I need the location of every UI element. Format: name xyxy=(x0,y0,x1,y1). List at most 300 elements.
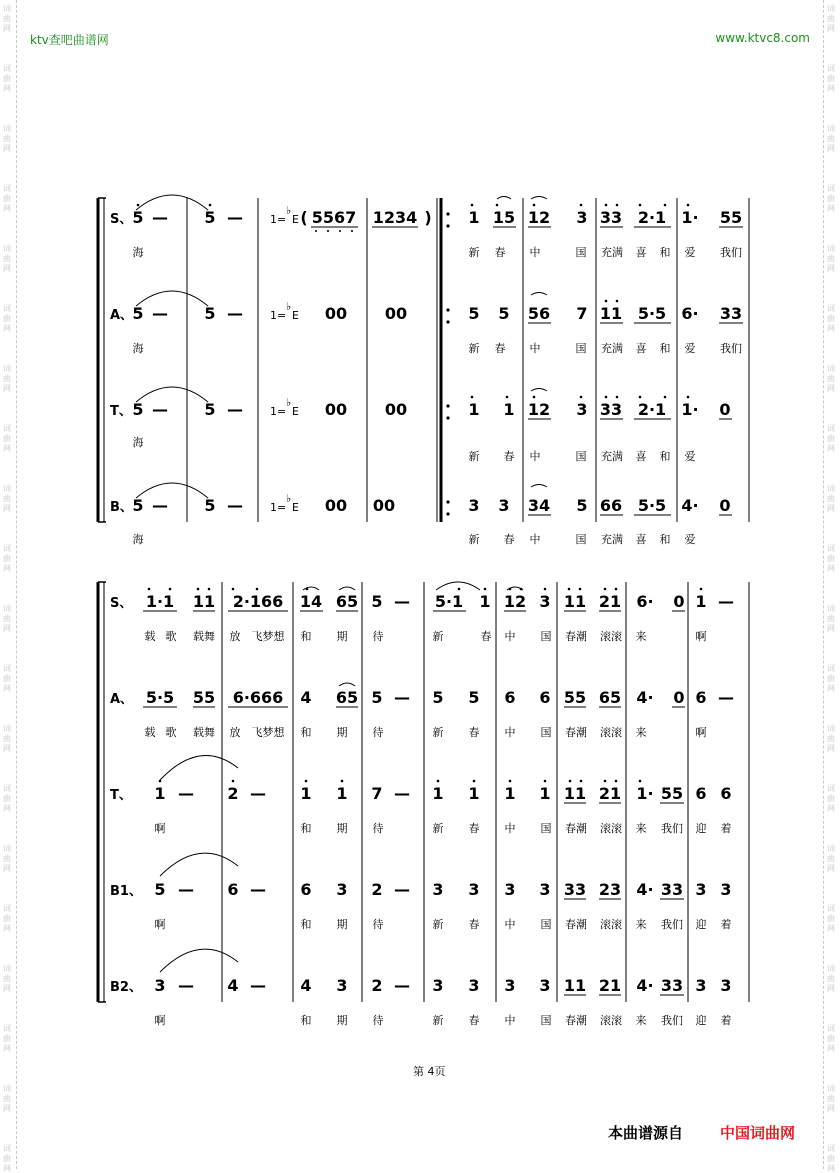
lyric: 期 xyxy=(336,726,348,739)
note: 0 xyxy=(673,688,685,707)
note: 5 xyxy=(154,880,166,899)
watermark-glyph: 网 xyxy=(827,384,835,393)
note: 1 xyxy=(695,592,707,611)
note: 3 xyxy=(539,880,551,899)
lyric: 我们 xyxy=(720,246,742,259)
lyric: 啊 xyxy=(695,630,707,643)
lyric: 期 xyxy=(336,822,348,835)
note: 6 xyxy=(300,880,312,899)
watermark-glyph: 词 xyxy=(827,724,835,733)
note: 1· xyxy=(636,784,654,803)
watermark-glyph: 词 xyxy=(3,1024,11,1033)
watermark-glyph: 曲 xyxy=(827,254,835,263)
watermark-glyph: 网 xyxy=(827,1104,835,1113)
lyric: 春 xyxy=(468,822,480,835)
lyric: 歌 xyxy=(165,630,177,643)
note: 14 xyxy=(299,592,323,611)
watermark-glyph: 曲 xyxy=(3,494,11,503)
s2-tenor-staff xyxy=(110,780,732,835)
watermark-glyph: 曲 xyxy=(3,554,11,563)
note: 5 xyxy=(132,304,144,323)
watermark-glyph: 词 xyxy=(3,1084,11,1093)
lyric: 和 xyxy=(300,726,312,739)
watermark-glyph: 网 xyxy=(827,924,835,933)
lyric: 中 xyxy=(504,1014,516,1027)
note: 6· xyxy=(636,592,654,611)
watermark-glyph: 网 xyxy=(827,204,835,213)
note: 1 xyxy=(468,784,480,803)
note: 6· xyxy=(681,304,699,323)
lyric: 啊 xyxy=(154,822,166,835)
lyric: 春 xyxy=(480,630,492,643)
watermark-glyph: 词 xyxy=(3,604,11,613)
note: 33 xyxy=(599,400,623,419)
lyric: 中 xyxy=(529,533,541,546)
note: 3 xyxy=(468,496,480,515)
watermark-glyph: 曲 xyxy=(827,434,835,443)
watermark-glyph: 词 xyxy=(827,244,835,253)
lyric: 啊 xyxy=(154,918,166,931)
note: 6·666 xyxy=(232,688,284,707)
note: 15 xyxy=(492,208,516,227)
note: 0 xyxy=(719,400,731,419)
rest: 00 xyxy=(324,496,348,515)
watermark-glyph: 词 xyxy=(827,424,835,433)
source-brand[interactable]: 中国词曲网 xyxy=(720,1124,796,1142)
part-label: A、 xyxy=(110,308,134,323)
lyric: 和 xyxy=(659,533,671,546)
watermark-glyph: 网 xyxy=(827,1044,835,1053)
s1-bass-staff xyxy=(110,492,732,546)
watermark-glyph: 曲 xyxy=(827,194,835,203)
watermark-glyph: 词 xyxy=(3,124,11,133)
watermark-glyph: 网 xyxy=(3,864,11,873)
note: 3 xyxy=(154,976,166,995)
key-prefix: 1= xyxy=(270,213,287,226)
watermark-glyph: 曲 xyxy=(3,254,11,263)
lyric: 和 xyxy=(659,450,671,463)
lyric: 海 xyxy=(132,533,144,546)
note: 55 xyxy=(563,688,587,707)
lyric: 新 xyxy=(432,918,444,931)
key-note: E xyxy=(292,501,299,514)
note: 1 xyxy=(336,784,348,803)
system-1 xyxy=(98,195,749,546)
lyric: 中 xyxy=(504,918,516,931)
s2-soprano-staff xyxy=(110,588,734,643)
lyric: 中 xyxy=(504,630,516,643)
watermark-glyph: 网 xyxy=(827,564,835,573)
lyric: 放 xyxy=(229,630,241,643)
s2-alto-staff xyxy=(110,688,734,739)
watermark-glyph: 曲 xyxy=(827,1154,835,1163)
note: 0 xyxy=(673,592,685,611)
lyric: 春 xyxy=(468,1014,480,1027)
lyric: 待 xyxy=(372,726,384,739)
rest: 00 xyxy=(384,304,408,323)
part-label: B2、 xyxy=(110,980,142,995)
watermark-glyph: 词 xyxy=(3,424,11,433)
note: 6 xyxy=(695,688,707,707)
lyric: 春 xyxy=(494,342,506,355)
note: 7 xyxy=(576,304,588,323)
watermark-glyph: 词 xyxy=(3,184,11,193)
note: 0 xyxy=(719,496,731,515)
watermark-glyph: 曲 xyxy=(827,554,835,563)
part-label: S、 xyxy=(110,212,133,227)
note: — xyxy=(152,304,168,323)
lyric: 新 xyxy=(468,246,480,259)
rest: 00 xyxy=(324,304,348,323)
note: — xyxy=(152,208,168,227)
note: — xyxy=(178,880,194,899)
note: 65 xyxy=(335,592,359,611)
watermark-glyph: 曲 xyxy=(827,914,835,923)
watermark-glyph: 网 xyxy=(3,684,11,693)
watermark-glyph: 曲 xyxy=(827,974,835,983)
watermark-glyph: 词 xyxy=(827,604,835,613)
watermark-glyph: 曲 xyxy=(827,1034,835,1043)
key-flat: ♭ xyxy=(286,396,292,409)
note: 1 xyxy=(504,784,516,803)
note: 56 xyxy=(527,304,551,323)
part-label: A、 xyxy=(110,692,134,707)
note: 6 xyxy=(504,688,516,707)
watermark-glyph: 曲 xyxy=(3,854,11,863)
watermark-glyph: 词 xyxy=(827,844,835,853)
lyric: 我们 xyxy=(661,1014,683,1027)
note: 5 xyxy=(371,688,383,707)
lyric: 新 xyxy=(468,533,480,546)
watermark-glyph: 曲 xyxy=(3,1034,11,1043)
note: 1 xyxy=(539,784,551,803)
note: 5 xyxy=(204,304,216,323)
watermark-glyph: 词 xyxy=(3,244,11,253)
lyric: 充满 xyxy=(601,450,623,463)
note: 1 xyxy=(468,400,480,419)
watermark-glyph: 词 xyxy=(827,304,835,313)
watermark-glyph: 网 xyxy=(827,624,835,633)
watermark-glyph: 词 xyxy=(3,304,11,313)
lyric: 放 xyxy=(229,726,241,739)
lyric: 新 xyxy=(432,726,444,739)
watermark-glyph: 曲 xyxy=(827,314,835,323)
key-prefix: 1= xyxy=(270,309,287,322)
lyric: 国 xyxy=(540,1014,552,1027)
intro-close: ) xyxy=(424,208,432,227)
watermark-glyph: 网 xyxy=(827,864,835,873)
lyric: 着 xyxy=(720,918,732,931)
note: 6 xyxy=(227,880,239,899)
note: 5 xyxy=(132,496,144,515)
lyric: 着 xyxy=(720,1014,732,1027)
lyric: 充满 xyxy=(601,246,623,259)
lyric: 中 xyxy=(504,726,516,739)
note: 1 xyxy=(300,784,312,803)
note: 5 xyxy=(132,400,144,419)
watermark-glyph: 网 xyxy=(3,924,11,933)
note: 23 xyxy=(598,880,622,899)
lyric: 和 xyxy=(300,918,312,931)
lyric: 期 xyxy=(336,918,348,931)
note: 11 xyxy=(192,592,216,611)
watermark-glyph: 曲 xyxy=(827,614,835,623)
watermark-glyph: 曲 xyxy=(3,914,11,923)
note: 33 xyxy=(660,880,684,899)
watermark-glyph: 词 xyxy=(827,364,835,373)
rest: 00 xyxy=(384,400,408,419)
watermark-glyph: 网 xyxy=(827,1164,835,1173)
lyric: 来 xyxy=(635,726,647,739)
note: 4 xyxy=(227,976,239,995)
note: 21 xyxy=(598,592,622,611)
lyric: 喜 xyxy=(635,342,647,355)
lyric: 待 xyxy=(372,918,384,931)
lyric: 歌 xyxy=(165,726,177,739)
key-prefix: 1= xyxy=(270,405,287,418)
note: 3 xyxy=(695,976,707,995)
part-label: S、 xyxy=(110,596,133,611)
watermark-glyph: 曲 xyxy=(827,374,835,383)
note: 3 xyxy=(498,496,510,515)
s1-tenor-staff xyxy=(110,396,732,463)
watermark-glyph: 网 xyxy=(3,504,11,513)
part-label: B1、 xyxy=(110,884,142,899)
watermark-glyph: 网 xyxy=(3,84,11,93)
lyric: 喜 xyxy=(635,246,647,259)
note: 12 xyxy=(503,592,527,611)
lyric: 来 xyxy=(635,630,647,643)
note: 5·1 xyxy=(434,592,464,611)
note: — xyxy=(718,592,734,611)
note: 3 xyxy=(720,880,732,899)
watermark-glyph: 曲 xyxy=(827,854,835,863)
lyric: 春 xyxy=(494,246,506,259)
note: — xyxy=(394,592,410,611)
lyric: 中 xyxy=(504,822,516,835)
watermark-glyph: 词 xyxy=(827,904,835,913)
lyric: 新 xyxy=(432,630,444,643)
site-url-header: www.ktvc8.com xyxy=(715,31,810,45)
lyric: 来 xyxy=(635,1014,647,1027)
note: 3 xyxy=(468,976,480,995)
lyric: 海 xyxy=(132,342,144,355)
lyric: 期 xyxy=(336,630,348,643)
note: 2·1 xyxy=(637,208,667,227)
watermark-glyph: 网 xyxy=(3,744,11,753)
lyric: 新 xyxy=(468,450,480,463)
note: 2·166 xyxy=(232,592,284,611)
lyric: 和 xyxy=(659,246,671,259)
watermark-glyph: 曲 xyxy=(3,314,11,323)
watermark-glyph: 词 xyxy=(3,544,11,553)
lyric: 我们 xyxy=(720,342,742,355)
note: — xyxy=(152,400,168,419)
key-note: E xyxy=(292,405,299,418)
note: 3 xyxy=(504,976,516,995)
watermark-glyph: 网 xyxy=(827,84,835,93)
note: 65 xyxy=(335,688,359,707)
watermark-glyph: 词 xyxy=(3,904,11,913)
watermark-glyph: 词 xyxy=(827,1144,835,1153)
note: 3 xyxy=(336,976,348,995)
s1-alto-staff xyxy=(110,300,743,355)
note: 3 xyxy=(539,976,551,995)
note: 33 xyxy=(563,880,587,899)
key-prefix: 1= xyxy=(270,501,287,514)
watermark-glyph: 曲 xyxy=(827,494,835,503)
lyric: 来 xyxy=(635,822,647,835)
watermark-glyph: 网 xyxy=(827,684,835,693)
lyric: 国 xyxy=(575,450,587,463)
note: 2 xyxy=(371,976,383,995)
note: 5 xyxy=(498,304,510,323)
lyric: 啊 xyxy=(154,1014,166,1027)
lyric: 载舞 xyxy=(193,630,215,643)
note: 33 xyxy=(719,304,743,323)
lyric: 春潮 xyxy=(565,1014,587,1027)
note: 3 xyxy=(468,880,480,899)
lyric: 待 xyxy=(372,630,384,643)
note: 4· xyxy=(636,880,654,899)
watermark-glyph: 网 xyxy=(827,744,835,753)
key-flat: ♭ xyxy=(286,204,292,217)
watermark-glyph: 曲 xyxy=(827,1094,835,1103)
watermark-glyph: 词 xyxy=(827,184,835,193)
lyric: 载 xyxy=(144,726,156,739)
lyric: 爱 xyxy=(684,450,696,463)
watermark-glyph: 词 xyxy=(3,724,11,733)
lyric: 新 xyxy=(432,822,444,835)
lyric: 滚滚 xyxy=(600,630,622,643)
watermark-glyph: 曲 xyxy=(3,794,11,803)
note: 5 xyxy=(204,208,216,227)
note: 3 xyxy=(432,880,444,899)
note: 6 xyxy=(720,784,732,803)
note-group: 5567 xyxy=(311,208,357,227)
note: 1· xyxy=(681,400,699,419)
note: — xyxy=(178,976,194,995)
note: — xyxy=(394,688,410,707)
watermark-glyph: 词 xyxy=(827,1024,835,1033)
watermark-glyph: 网 xyxy=(3,804,11,813)
watermark-glyph: 曲 xyxy=(827,134,835,143)
note: 1 xyxy=(468,208,480,227)
note: 11 xyxy=(599,304,623,323)
note: 5·5 xyxy=(145,688,175,707)
watermark-glyph: 词 xyxy=(827,964,835,973)
lyric: 飞梦想 xyxy=(251,726,285,739)
note: — xyxy=(152,496,168,515)
lyric: 国 xyxy=(540,918,552,931)
note: 5·5 xyxy=(637,496,667,515)
note: 5 xyxy=(576,496,588,515)
watermark-glyph: 曲 xyxy=(3,74,11,83)
lyric: 待 xyxy=(372,822,384,835)
note: 5 xyxy=(204,496,216,515)
watermark-glyph: 网 xyxy=(3,324,11,333)
s2-bass2-staff xyxy=(110,976,732,1027)
note: 3 xyxy=(336,880,348,899)
note: 5 xyxy=(204,400,216,419)
lyric: 国 xyxy=(575,533,587,546)
watermark-glyph: 词 xyxy=(827,784,835,793)
note: 6 xyxy=(539,688,551,707)
key-note: E xyxy=(292,213,299,226)
note: 12 xyxy=(527,208,551,227)
note: — xyxy=(178,784,194,803)
lyric: 我们 xyxy=(661,822,683,835)
watermark-glyph: 词 xyxy=(827,1084,835,1093)
note: 33 xyxy=(660,976,684,995)
system-2 xyxy=(98,582,749,1027)
lyric: 待 xyxy=(372,1014,384,1027)
watermark-glyph: 词 xyxy=(827,124,835,133)
note: 1 xyxy=(154,784,166,803)
note: 7 xyxy=(371,784,383,803)
key-note: E xyxy=(292,309,299,322)
watermark-glyph: 曲 xyxy=(3,974,11,983)
note: 21 xyxy=(598,784,622,803)
lyric: 国 xyxy=(540,630,552,643)
note: 3 xyxy=(432,976,444,995)
lyric: 新 xyxy=(432,1014,444,1027)
watermark-glyph: 网 xyxy=(827,804,835,813)
watermark-glyph: 网 xyxy=(3,624,11,633)
watermark-glyph: 词 xyxy=(3,1144,11,1153)
lyric: 啊 xyxy=(695,726,707,739)
watermark-glyph: 曲 xyxy=(3,1094,11,1103)
key-flat: ♭ xyxy=(286,300,292,313)
note: — xyxy=(227,496,243,515)
watermark-glyph: 曲 xyxy=(3,374,11,383)
note: 4· xyxy=(636,976,654,995)
lyric: 春潮 xyxy=(565,822,587,835)
note: — xyxy=(250,976,266,995)
lyric: 海 xyxy=(132,246,144,259)
lyric: 喜 xyxy=(635,450,647,463)
source-label: 本曲谱源自 xyxy=(608,1124,684,1142)
note: 21 xyxy=(598,976,622,995)
rest: 00 xyxy=(372,496,396,515)
lyric: 春潮 xyxy=(565,630,587,643)
note: 4 xyxy=(300,688,312,707)
lyric: 春潮 xyxy=(565,918,587,931)
note: 3 xyxy=(695,880,707,899)
lyric: 国 xyxy=(575,246,587,259)
watermark-glyph: 曲 xyxy=(827,794,835,803)
watermark-glyph: 曲 xyxy=(827,74,835,83)
note: — xyxy=(250,784,266,803)
part-label: T、 xyxy=(110,404,132,419)
watermark-glyph: 词 xyxy=(3,364,11,373)
note: 5 xyxy=(468,304,480,323)
note: 11 xyxy=(563,592,587,611)
note: 33 xyxy=(599,208,623,227)
note: 2 xyxy=(227,784,239,803)
note: — xyxy=(227,208,243,227)
note: — xyxy=(227,304,243,323)
note: — xyxy=(718,688,734,707)
watermark-glyph: 网 xyxy=(827,264,835,273)
lyric: 迎 xyxy=(695,918,707,931)
note: — xyxy=(394,784,410,803)
watermark-glyph: 词 xyxy=(827,64,835,73)
watermark-glyph: 曲 xyxy=(3,194,11,203)
note: 3 xyxy=(504,880,516,899)
watermark-glyph: 网 xyxy=(3,1104,11,1113)
note: 5 xyxy=(432,688,444,707)
